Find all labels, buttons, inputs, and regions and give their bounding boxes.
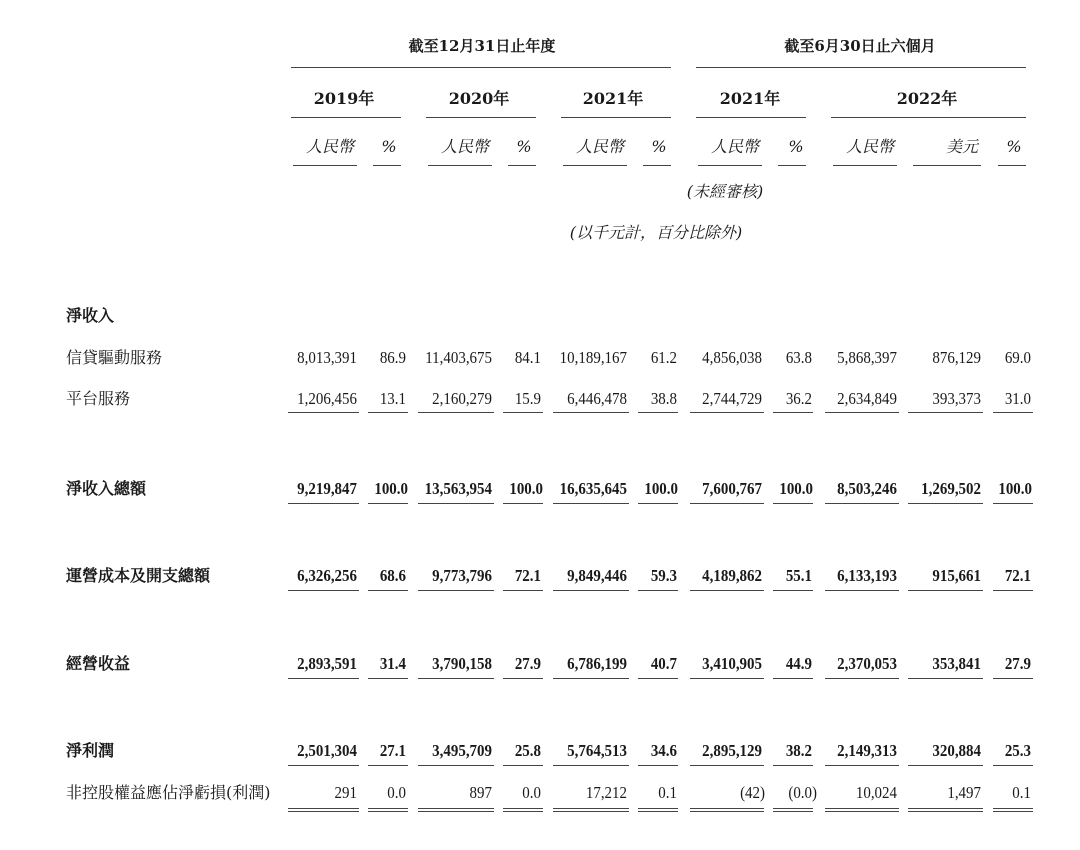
- year-rule: [831, 117, 1026, 118]
- table-cell: 63.8: [785, 348, 812, 367]
- table-cell: 4,189,862: [702, 566, 762, 585]
- total-rule: [773, 503, 813, 504]
- table-cell: 915,661: [932, 566, 981, 585]
- total-rule: [368, 590, 408, 591]
- table-cell: (0.0): [788, 783, 817, 802]
- table-cell: 2,501,304: [297, 741, 357, 760]
- table-cell: 69.0: [1004, 348, 1031, 367]
- table-cell: 38.8: [650, 389, 677, 408]
- table-cell: 36.2: [785, 389, 812, 408]
- group-header-year-end: 截至12月31日止年度: [408, 37, 556, 55]
- total-rule: [773, 678, 813, 679]
- total-rule: [993, 678, 1033, 679]
- final-rule: [503, 811, 543, 812]
- total-rule: [638, 678, 678, 679]
- unit-header: %: [651, 137, 667, 156]
- sum-rule: [288, 412, 359, 413]
- table-cell: 44.9: [785, 654, 812, 673]
- table-cell: 55.1: [785, 566, 812, 585]
- table-cell: 2,634,849: [837, 389, 897, 408]
- group-rule-year-end: [291, 67, 671, 68]
- table-cell: 100.0: [779, 479, 813, 498]
- table-cell: 15.9: [514, 389, 541, 408]
- unit-rule: [998, 165, 1026, 166]
- table-cell: 4,856,038: [702, 348, 762, 367]
- table-cell: 6,133,193: [837, 566, 897, 585]
- row-label-net-revenue: 淨收入: [66, 306, 115, 325]
- table-cell: 40.7: [650, 654, 677, 673]
- table-cell: 13,563,954: [424, 479, 492, 498]
- year-rule: [561, 117, 671, 118]
- unit-rule: [698, 165, 762, 166]
- total-rule: [368, 765, 408, 766]
- total-rule: [690, 678, 764, 679]
- sum-rule: [418, 412, 494, 413]
- table-cell: 2,370,053: [837, 654, 897, 673]
- table-cell: 1,497: [947, 783, 981, 802]
- final-rule: [690, 808, 764, 809]
- unit-header: 人民幣: [710, 137, 760, 156]
- total-rule: [908, 765, 983, 766]
- table-cell: 13.1: [379, 389, 406, 408]
- unit-header: %: [1006, 137, 1022, 156]
- table-cell: 5,764,513: [567, 741, 627, 760]
- table-cell: 100.0: [644, 479, 678, 498]
- year-rule: [426, 117, 536, 118]
- unit-rule: [643, 165, 671, 166]
- total-rule: [825, 678, 899, 679]
- table-cell: 2,149,313: [837, 741, 897, 760]
- table-cell: 0.1: [1012, 783, 1031, 802]
- row-label-net-profit: 淨利潤: [66, 741, 115, 760]
- table-cell: 3,410,905: [702, 654, 762, 673]
- unaudited-note: (未經審核): [686, 182, 764, 201]
- total-rule: [638, 590, 678, 591]
- sum-rule: [773, 412, 813, 413]
- table-cell: 6,786,199: [567, 654, 627, 673]
- table-cell: 2,895,129: [702, 741, 762, 760]
- table-cell: 38.2: [785, 741, 812, 760]
- total-rule: [368, 503, 408, 504]
- table-cell: 27.1: [379, 741, 406, 760]
- total-rule: [638, 503, 678, 504]
- final-rule: [993, 808, 1033, 809]
- table-cell: 72.1: [514, 566, 541, 585]
- table-cell: 72.1: [1004, 566, 1031, 585]
- table-cell: 25.3: [1004, 741, 1031, 760]
- sum-rule: [553, 412, 629, 413]
- final-rule: [418, 808, 494, 809]
- unit-rule: [373, 165, 401, 166]
- total-rule: [825, 765, 899, 766]
- total-rule: [418, 590, 494, 591]
- total-rule: [288, 678, 359, 679]
- total-rule: [993, 765, 1033, 766]
- total-rule: [503, 765, 543, 766]
- final-rule: [908, 808, 983, 809]
- total-rule: [773, 590, 813, 591]
- unit-rule: [913, 165, 981, 166]
- table-cell: 27.9: [1004, 654, 1031, 673]
- table-cell: 3,495,709: [432, 741, 492, 760]
- table-cell: 100.0: [374, 479, 408, 498]
- table-cell: 68.6: [379, 566, 406, 585]
- table-cell: (42): [740, 783, 765, 802]
- unit-rule: [563, 165, 627, 166]
- total-rule: [908, 590, 983, 591]
- group-rule-six-months: [696, 67, 1026, 68]
- final-rule: [553, 811, 629, 812]
- group-header-six-months: 截至6月30日止六個月: [784, 37, 936, 55]
- table-cell: 1,206,456: [297, 389, 357, 408]
- row-label-total-revenue: 淨收入總額: [66, 479, 147, 498]
- total-rule: [503, 590, 543, 591]
- total-rule: [690, 590, 764, 591]
- final-rule: [825, 808, 899, 809]
- unit-rule: [778, 165, 806, 166]
- table-cell: 9,773,796: [432, 566, 492, 585]
- year-header-2021-h1: 2021年: [719, 89, 781, 108]
- final-rule: [638, 808, 678, 809]
- table-cell: 9,219,847: [297, 479, 357, 498]
- final-rule: [908, 811, 983, 812]
- final-rule: [773, 808, 813, 809]
- sum-rule: [908, 412, 983, 413]
- total-rule: [418, 765, 494, 766]
- unit-rule: [293, 165, 357, 166]
- table-cell: 0.0: [522, 783, 541, 802]
- unit-header: %: [381, 137, 397, 156]
- table-cell: 31.4: [379, 654, 406, 673]
- table-cell: 17,212: [585, 783, 627, 802]
- unit-header: 人民幣: [845, 137, 895, 156]
- table-cell: 2,744,729: [702, 389, 762, 408]
- final-rule: [773, 811, 813, 812]
- total-rule: [503, 678, 543, 679]
- total-rule: [288, 765, 359, 766]
- total-rule: [773, 765, 813, 766]
- table-cell: 25.8: [514, 741, 541, 760]
- year-header-2022-h1: 2022年: [896, 89, 958, 108]
- row-label-operating-income: 經營收益: [66, 654, 131, 673]
- total-rule: [908, 678, 983, 679]
- sum-rule: [638, 412, 678, 413]
- total-rule: [553, 503, 629, 504]
- table-cell: 2,160,279: [432, 389, 492, 408]
- table-cell: 393,373: [932, 389, 981, 408]
- final-rule: [993, 811, 1033, 812]
- table-cell: 353,841: [932, 654, 981, 673]
- table-cell: 291: [334, 783, 357, 802]
- total-rule: [553, 590, 629, 591]
- total-rule: [993, 590, 1033, 591]
- table-cell: 100.0: [509, 479, 543, 498]
- final-rule: [825, 811, 899, 812]
- table-cell: 86.9: [379, 348, 406, 367]
- unit-header: 人民幣: [305, 137, 355, 156]
- table-cell: 100.0: [998, 479, 1032, 498]
- final-rule: [503, 808, 543, 809]
- sum-rule: [368, 412, 408, 413]
- unit-header: 人民幣: [440, 137, 490, 156]
- unit-note: (以千元計，百分比除外): [569, 223, 743, 242]
- sum-rule: [690, 412, 764, 413]
- final-rule: [288, 808, 359, 809]
- sum-rule: [993, 412, 1033, 413]
- total-rule: [503, 503, 543, 504]
- table-cell: 6,446,478: [567, 389, 627, 408]
- total-rule: [288, 503, 359, 504]
- total-rule: [993, 503, 1033, 504]
- total-rule: [368, 678, 408, 679]
- final-rule: [288, 811, 359, 812]
- final-rule: [553, 808, 629, 809]
- table-cell: 27.9: [514, 654, 541, 673]
- unit-header: %: [516, 137, 532, 156]
- total-rule: [418, 503, 494, 504]
- table-cell: 16,635,645: [559, 479, 627, 498]
- year-rule: [291, 117, 401, 118]
- table-cell: 10,189,167: [559, 348, 627, 367]
- total-rule: [690, 765, 764, 766]
- unit-header: %: [788, 137, 804, 156]
- total-rule: [553, 765, 629, 766]
- table-cell: 61.2: [650, 348, 677, 367]
- unit-rule: [833, 165, 897, 166]
- table-cell: 84.1: [514, 348, 541, 367]
- total-rule: [288, 590, 359, 591]
- total-rule: [690, 503, 764, 504]
- unit-rule: [508, 165, 536, 166]
- table-cell: 876,129: [932, 348, 981, 367]
- year-rule: [696, 117, 806, 118]
- year-header-2021: 2021年: [582, 89, 644, 108]
- table-cell: 7,600,767: [702, 479, 762, 498]
- table-cell: 0.1: [658, 783, 677, 802]
- table-cell: 9,849,446: [567, 566, 627, 585]
- total-rule: [553, 678, 629, 679]
- sum-rule: [503, 412, 543, 413]
- total-rule: [908, 503, 983, 504]
- table-cell: 320,884: [932, 741, 981, 760]
- total-rule: [638, 765, 678, 766]
- table-cell: 0.0: [387, 783, 406, 802]
- final-rule: [368, 808, 408, 809]
- unit-header: 美元: [945, 137, 979, 156]
- year-header-2019: 2019年: [313, 89, 375, 108]
- table-cell: 2,893,591: [297, 654, 357, 673]
- final-rule: [690, 811, 764, 812]
- table-cell: 8,503,246: [837, 479, 897, 498]
- table-cell: 31.0: [1004, 389, 1031, 408]
- table-cell: 6,326,256: [297, 566, 357, 585]
- unit-rule: [428, 165, 492, 166]
- table-cell: 34.6: [650, 741, 677, 760]
- year-header-2020: 2020年: [448, 89, 510, 108]
- table-cell: 8,013,391: [297, 348, 357, 367]
- row-label-total-costs: 運營成本及開支總額: [66, 566, 211, 585]
- final-rule: [638, 811, 678, 812]
- total-rule: [825, 503, 899, 504]
- total-rule: [418, 678, 494, 679]
- table-cell: 59.3: [650, 566, 677, 585]
- final-rule: [418, 811, 494, 812]
- row-label-credit-driven: 信貸驅動服務: [66, 348, 163, 367]
- table-cell: 897: [469, 783, 492, 802]
- table-cell: 5,868,397: [837, 348, 897, 367]
- table-cell: 3,790,158: [432, 654, 492, 673]
- row-label-platform: 平台服務: [66, 389, 131, 408]
- sum-rule: [825, 412, 899, 413]
- table-cell: 11,403,675: [425, 348, 492, 367]
- final-rule: [368, 811, 408, 812]
- unit-header: 人民幣: [575, 137, 625, 156]
- total-rule: [825, 590, 899, 591]
- row-label-minority-interest: 非控股權益應佔淨虧損(利潤): [66, 783, 271, 802]
- table-cell: 1,269,502: [921, 479, 981, 498]
- table-cell: 10,024: [855, 783, 897, 802]
